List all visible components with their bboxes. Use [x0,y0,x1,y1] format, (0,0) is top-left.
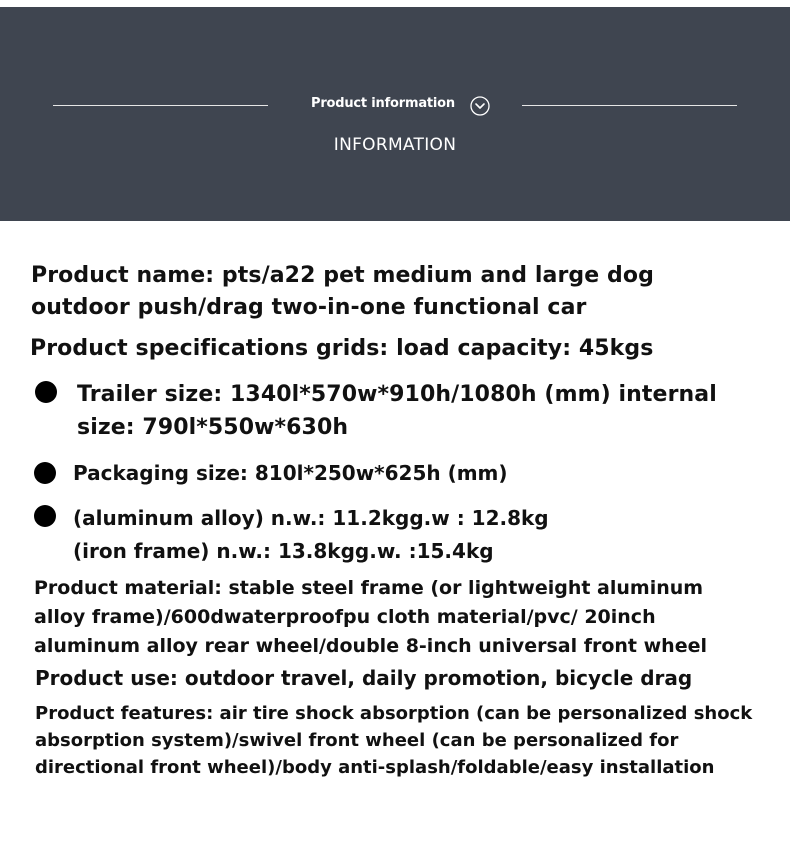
packaging-size: Packaging size: 810l*250w*625h (mm) [73,461,508,485]
product-material-line-1: Product material: stable steel frame (or lightweight aluminum [34,577,704,599]
product-specifications: Product specifications grids: load capacity: 45kgs [30,336,654,361]
trailer-size-line-2: size: 790l*550w*630h [77,415,349,440]
chevron-down-circle-icon[interactable] [470,96,490,116]
trailer-size-line-1: Trailer size: 1340l*570w*910h/1080h (mm) internal [77,382,717,407]
bullet-icon [34,462,56,484]
product-use: Product use: outdoor travel, daily promotion, bicycle drag [35,666,693,690]
product-features-line-2: absorption system)/swivel front wheel (can be personalized for [35,730,679,751]
weight-aluminum: (aluminum alloy) n.w.: 11.2kgg.w : 12.8kg [73,506,549,530]
bullet-icon [35,381,57,403]
banner-divider-left [53,105,268,106]
product-material-line-3: aluminum alloy rear wheel/double 8-inch universal front wheel [34,635,707,657]
banner-subtitle: INFORMATION [333,135,457,155]
product-material-line-2: alloy frame)/600dwaterproofpu cloth material/pvc/ 20inch [34,606,656,628]
product-name-line-1: Product name: pts/a22 pet medium and large dog [31,263,654,288]
product-features-line-1: Product features: air tire shock absorption (can be personalized shock [35,703,753,724]
banner-title: Product information [311,96,455,111]
info-banner [0,7,790,221]
banner-divider-right [522,105,737,106]
product-name-line-2: outdoor push/drag two-in-one functional car [31,295,587,320]
product-features-line-3: directional front wheel)/body anti-splash/foldable/easy installation [35,757,715,778]
weight-iron: (iron frame) n.w.: 13.8kgg.w. :15.4kg [73,539,494,563]
bullet-icon [34,505,56,527]
